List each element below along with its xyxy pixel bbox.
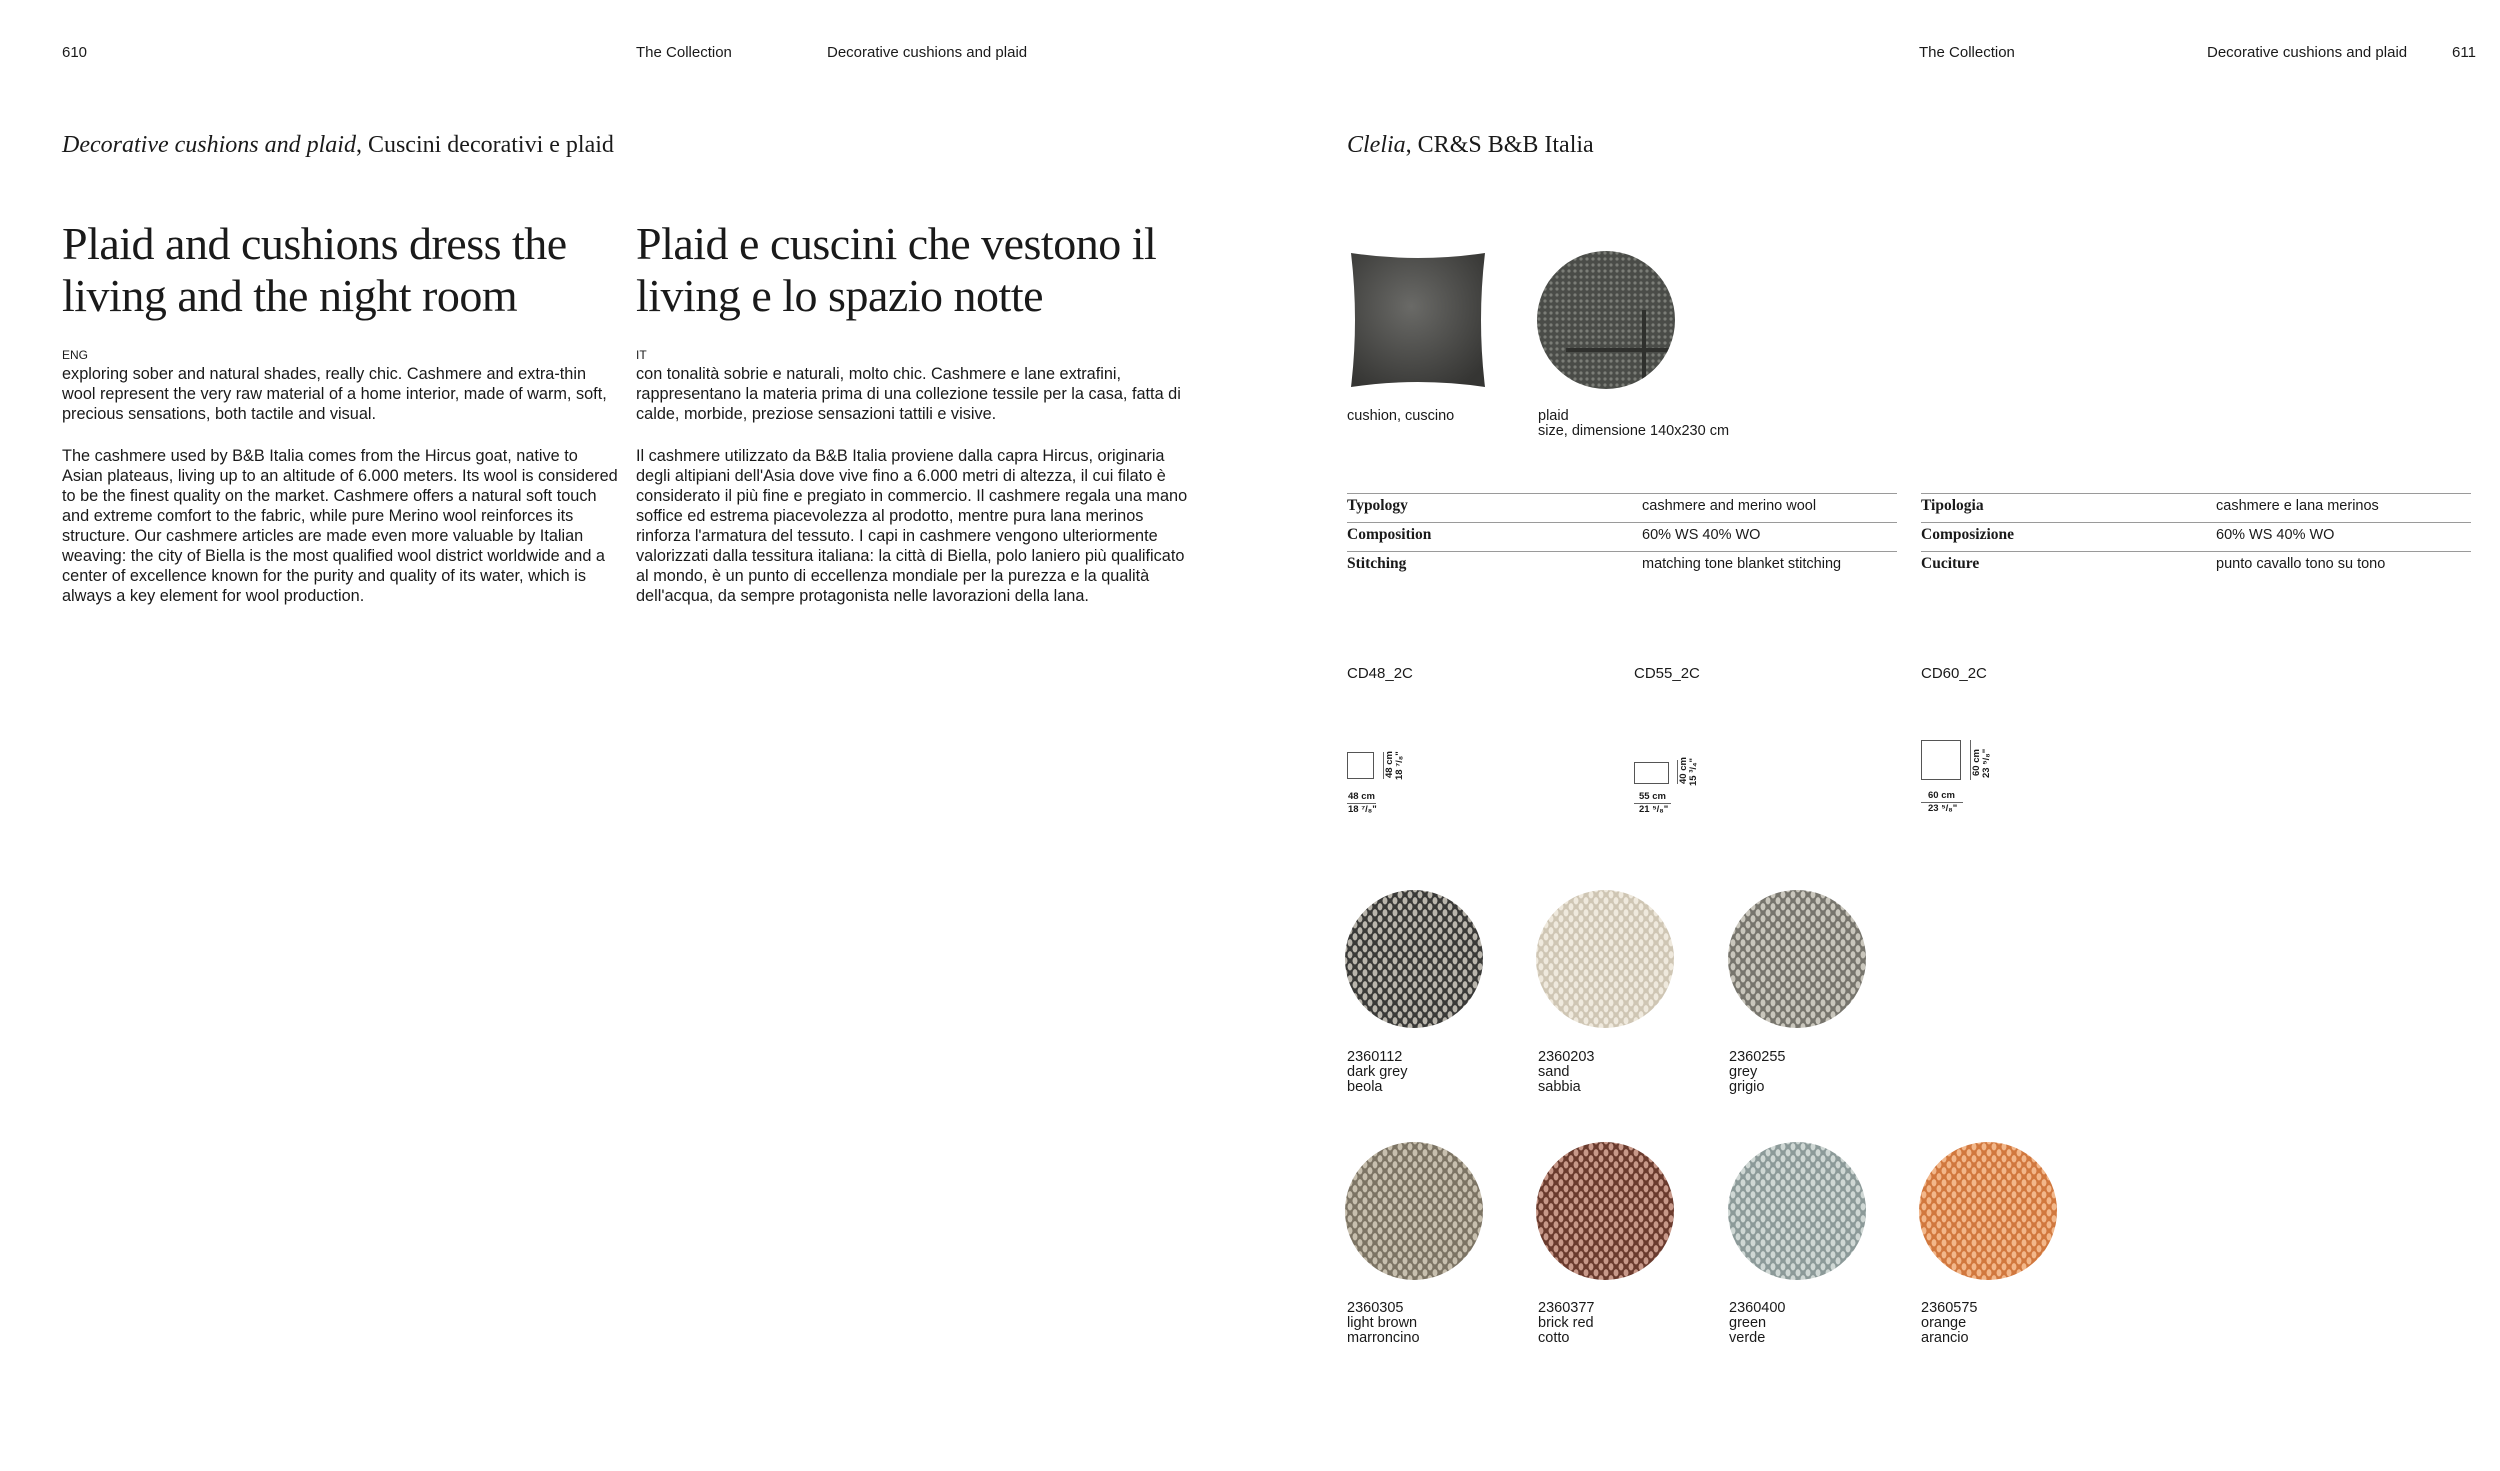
kicker-italic: Decorative cushions and plaid: [62, 132, 356, 158]
spec-label: Composizione: [1921, 526, 2014, 543]
left-page-number: 610: [62, 44, 88, 61]
dimension-diagram: [1634, 758, 1704, 818]
fabric-swatch: [1536, 1142, 1674, 1280]
plaid-caption-line2: size, dimensione 140x230 cm: [1538, 423, 1730, 439]
width-cm: 48 cm: [1348, 791, 1375, 802]
cushion-caption-line1: cushion, cuscino: [1347, 408, 1455, 424]
spec-value: punto cavallo tono su tono: [2216, 556, 2386, 572]
product-name: Clelia: [1347, 132, 1406, 158]
swatch-label: [1347, 1050, 1407, 1095]
fabric-swatch: [1345, 890, 1483, 1028]
height-cm: 48 cm: [1384, 751, 1395, 778]
product-brand: , CR&S B&B Italia: [1405, 132, 1594, 158]
right-header-subsection: Decorative cushions and plaid: [2207, 44, 2408, 61]
swatch-label: [1729, 1050, 1785, 1095]
swatch-name-en: green: [1729, 1315, 1767, 1331]
spec-value: matching tone blanket stitching: [1642, 556, 1842, 572]
spec-value: cashmere and merino wool: [1642, 498, 1817, 514]
kicker-regular: , Cuscini decorativi e plaid: [355, 132, 614, 158]
swatch-name-it: grigio: [1729, 1079, 1765, 1095]
width-in: 18 ⁷/₈": [1348, 804, 1377, 815]
swatch-name-it: beola: [1347, 1079, 1383, 1095]
swatch-code: 2360575: [1921, 1300, 1978, 1316]
fabric-swatch: [1919, 1142, 2057, 1280]
size-code: CD48_2C: [1347, 665, 1413, 682]
swatch-code: 2360255: [1729, 1049, 1786, 1065]
it-paragraph-1: con tonalità sobrie e naturali, molto chic. Cashmere e lane extrafini, rappresentano la materia prima di una collezione tessile per la casa, fatta di calde, morbide, preziose sensazioni tattili e visive.: [636, 365, 1181, 423]
size-outline: [1921, 740, 1961, 780]
height-cm: 40 cm: [1678, 757, 1689, 784]
plaid-image: [1536, 250, 1676, 390]
swatch-label: [1729, 1301, 1785, 1346]
left-header-section: The Collection: [636, 44, 732, 61]
width-cm: 55 cm: [1639, 791, 1666, 802]
fabric-swatch: [1728, 890, 1866, 1028]
width-in: 21 ⁵/₈": [1639, 804, 1669, 815]
section-kicker: [62, 130, 614, 160]
spec-table-it: [1921, 493, 2471, 580]
spec-row: [1347, 522, 1897, 551]
plaid-caption: [1538, 409, 1729, 439]
swatch-name-en: orange: [1921, 1315, 1967, 1331]
spec-label: Cuciture: [1921, 555, 1980, 572]
spec-label: Composition: [1347, 526, 1432, 543]
left-header-subsection: Decorative cushions and plaid: [827, 44, 1028, 61]
height-in: 23 ⁵/₈": [1981, 748, 1992, 778]
swatch-name-en: brick red: [1538, 1315, 1594, 1331]
cushion-image: [1345, 247, 1491, 393]
swatch-name-en: sand: [1538, 1064, 1570, 1080]
spec-label: Typology: [1347, 497, 1408, 514]
width-in: 23 ⁵/₈": [1928, 803, 1958, 814]
width-cm: 60 cm: [1928, 790, 1955, 801]
spec-row: [1347, 551, 1897, 580]
spec-row: [1921, 551, 2471, 580]
swatch-name-it: verde: [1729, 1330, 1766, 1346]
right-header-section: The Collection: [1919, 44, 2015, 61]
swatch-name-en: light brown: [1347, 1315, 1418, 1331]
lang-label-eng: ENG: [62, 348, 89, 362]
swatch-code: 2360203: [1538, 1049, 1595, 1065]
swatch-label: [1921, 1301, 1977, 1346]
swatch-name-en: grey: [1729, 1064, 1758, 1080]
swatch-code: 2360377: [1538, 1300, 1595, 1316]
swatch-code: 2360305: [1347, 1300, 1404, 1316]
swatch-name-it: arancio: [1921, 1330, 1969, 1346]
swatch-label: [1538, 1301, 1594, 1346]
size-code: CD60_2C: [1921, 665, 1987, 682]
spec-table-en: [1347, 493, 1897, 580]
spec-row: [1921, 493, 2471, 522]
cushion-caption: [1347, 409, 1454, 424]
right-page-number: 611: [2452, 44, 2476, 61]
spec-value: 60% WS 40% WO: [2216, 527, 2335, 543]
size-outline: [1347, 752, 1374, 779]
swatch-name-it: sabbia: [1538, 1079, 1581, 1095]
spec-row: [1347, 493, 1897, 522]
height-cm: 60 cm: [1971, 749, 1982, 776]
lang-label-it: IT: [636, 348, 647, 362]
swatch-code: 2360400: [1729, 1300, 1786, 1316]
height-in: 15 ³/₄": [1688, 757, 1699, 786]
eng-paragraph-2: The cashmere used by B&B Italia comes from the Hircus goat, native to Asian plateaus, living up to an altitude of 6.000 meters. Its wool is considered to be the finest quality on the market. Cashmere offers a natural soft touch and extreme comfort to the fabric, while pure Merino wool reinforces its structure. Our cashmere articles are made even more valuable by Italian weaving: the city of Biella is the most qualified wool district worldwide and a center of excellence known for the purity and quality of its water, which is always a key element for wool production.: [62, 447, 618, 605]
spec-value: 60% WS 40% WO: [1642, 527, 1761, 543]
swatch-name-it: marroncino: [1347, 1330, 1420, 1346]
swatch-label: [1538, 1050, 1594, 1095]
fabric-swatch: [1345, 1142, 1483, 1280]
swatch-name-it: cotto: [1538, 1330, 1570, 1346]
spec-value: cashmere e lana merinos: [2216, 498, 2379, 514]
spec-row: [1921, 522, 2471, 551]
product-title: [1347, 130, 1594, 160]
dimension-diagram: [1921, 740, 2001, 812]
swatch-name-en: dark grey: [1347, 1064, 1408, 1080]
eng-paragraph-1: exploring sober and natural shades, really chic. Cashmere and extra-thin wool represent the very raw material of a home interior, made of warm, soft, precious sensations, both tactile and visual.: [62, 365, 607, 423]
swatch-code: 2360112: [1347, 1049, 1403, 1065]
size-code: CD55_2C: [1634, 665, 1700, 682]
it-paragraph-2: Il cashmere utilizzato da B&B Italia proviene dalla capra Hircus, originaria degli altipiani dell'Asia dove vive fino a 6.000 metri di altezza, il cui filato è considerato il più fine e pregiato in commercio. Il cashmere regala una mano soffice ed estrema piacevolezza al prodotto, mentre pura lana merinos rinforza l'armatura del tessuto. I capi in cashmere vengono ulteriormente valorizzati dalla tessitura italiana: la città di Biella, polo laniero più qualificato al mondo, è un punto di eccellenza mondiale per la purezza e la qualità dell'acqua, da sempre protagonista nelle lavorazioni della lana.: [636, 447, 1188, 605]
height-in: 18 ⁷/₈": [1394, 751, 1405, 780]
fabric-swatch: [1536, 890, 1674, 1028]
dimension-diagram: [1347, 751, 1417, 815]
plaid-caption-line1: plaid: [1538, 408, 1569, 424]
size-outline: [1634, 762, 1669, 784]
spec-label: Tipologia: [1921, 497, 1984, 514]
headline-eng: Plaid and cushions dress the living and the night room: [62, 218, 567, 321]
fabric-swatch: [1728, 1142, 1866, 1280]
spec-label: Stitching: [1347, 555, 1407, 572]
swatch-label: [1347, 1301, 1420, 1346]
headline-it: Plaid e cuscini che vestono il living e lo spazio notte: [636, 218, 1157, 321]
